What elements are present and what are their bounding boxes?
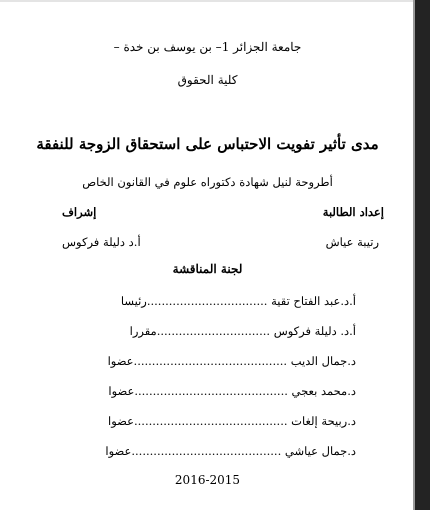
committee-member: د.جمال عياشي .........................................عضوا <box>105 444 356 458</box>
supervisor-label: إشراف <box>62 205 97 219</box>
student-label: إعداد الطالبة <box>322 205 384 219</box>
academic-year: 2016-2015 <box>174 473 241 487</box>
thesis-title: مدى تأثير تفويت الاحتباس على استحقاق الزوجة للنفقة <box>36 135 379 153</box>
committee-title: لجنة المناقشة <box>172 262 243 276</box>
page-top-edge <box>0 0 415 2</box>
university-name: جامعة الجزائر 1– بن يوسف بن خدة – <box>113 40 302 54</box>
thesis-subtitle: أطروحة لنيل شهادة دكتوراه علوم في القانون الخاص <box>82 175 333 189</box>
supervisor-name: أ.د دليلة فركوس <box>62 235 141 249</box>
faculty-name: كلية الحقوق <box>177 73 238 87</box>
committee-member: د.محمد بعجي ..........................................عضوا <box>108 384 356 398</box>
committee-member: د.جمال الديب ..........................................عضوا <box>107 354 356 368</box>
committee-member: د.ربيحة إلغات ..........................................عضوا <box>108 414 356 428</box>
committee-member-rapporteur: أ.د. دليلة فركوس ...............................مقررا <box>129 324 356 338</box>
committee-member-chair: أ.د.عبد الفتاح تقية .................................رئيسا <box>120 294 356 308</box>
student-name: رتيبة عياش <box>325 235 379 249</box>
viewer-scrollbar-area[interactable] <box>415 0 430 510</box>
